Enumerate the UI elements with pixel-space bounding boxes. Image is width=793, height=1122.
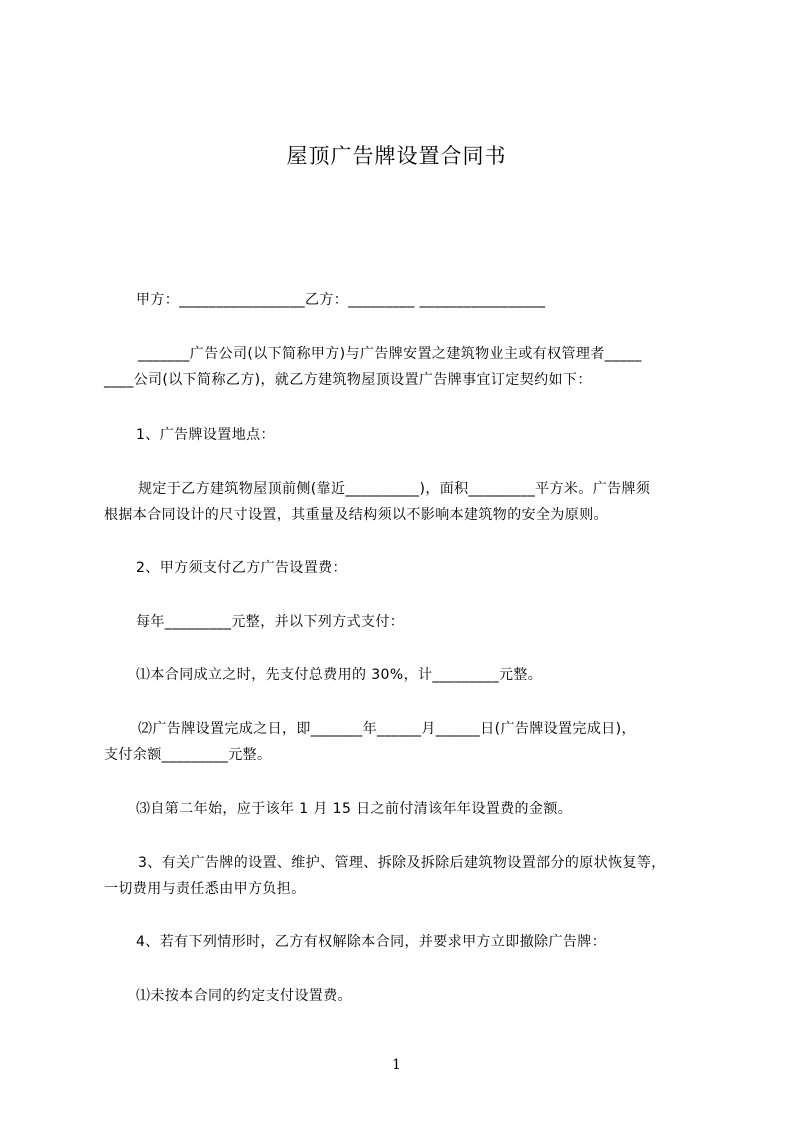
section-4-heading: 4、若有下列情形时，乙方有权解除本合同，并要求甲方立即撤除广告牌： bbox=[136, 934, 607, 950]
intro-line-1: _______广告公司(以下简称甲方)与广告牌安置之建筑物业主或有权管理者_____ bbox=[138, 346, 642, 362]
section-2-item-2-line-2: 支付余额_________元整。 bbox=[104, 747, 272, 763]
section-3-line-1: 3、有关广告牌的设置、维护、管理、拆除及拆除后建筑物设置部分的原状恢复等， bbox=[138, 855, 666, 871]
document-title: 屋顶广告牌设置合同书 bbox=[286, 144, 507, 168]
section-1-line-1: 规定于乙方建筑物屋顶前侧(靠近__________)，面积_________平方米。广告牌须 bbox=[138, 481, 651, 497]
section-1-line-2: 根据本合同设计的尺寸设置，其重量及结构须以不影响本建筑物的安全为原则。 bbox=[104, 507, 608, 523]
section-2-heading: 2、甲方须支付乙方广告设置费： bbox=[136, 560, 347, 576]
page-number: 1 bbox=[392, 1057, 401, 1073]
section-2-annual-fee: 每年_________元整，并以下列方式支付： bbox=[136, 614, 405, 630]
section-2-item-1: ⑴本合同成立之时，先支付总费用的 30%，计_________元整。 bbox=[136, 667, 543, 683]
section-4-item-1: ⑴未按本合同的约定支付设置费。 bbox=[136, 988, 352, 1004]
intro-line-2: ____公司(以下简称乙方)，就乙方建筑物屋顶设置广告牌事宜订定契约如下： bbox=[104, 372, 592, 388]
section-1-heading: 1、广告牌设置地点： bbox=[136, 427, 275, 443]
parties-line: 甲方：_________________乙方：_________ _________________ bbox=[136, 292, 546, 308]
section-2-item-2-line-1: ⑵广告牌设置完成之日，即_______年______月______日(广告牌设置完成日)， bbox=[138, 721, 636, 737]
section-2-item-3: ⑶自第二年始，应于该年 1 月 15 日之前付清该年年设置费的金额。 bbox=[136, 801, 573, 817]
section-3-line-2: 一切费用与责任悉由甲方负担。 bbox=[104, 881, 306, 897]
